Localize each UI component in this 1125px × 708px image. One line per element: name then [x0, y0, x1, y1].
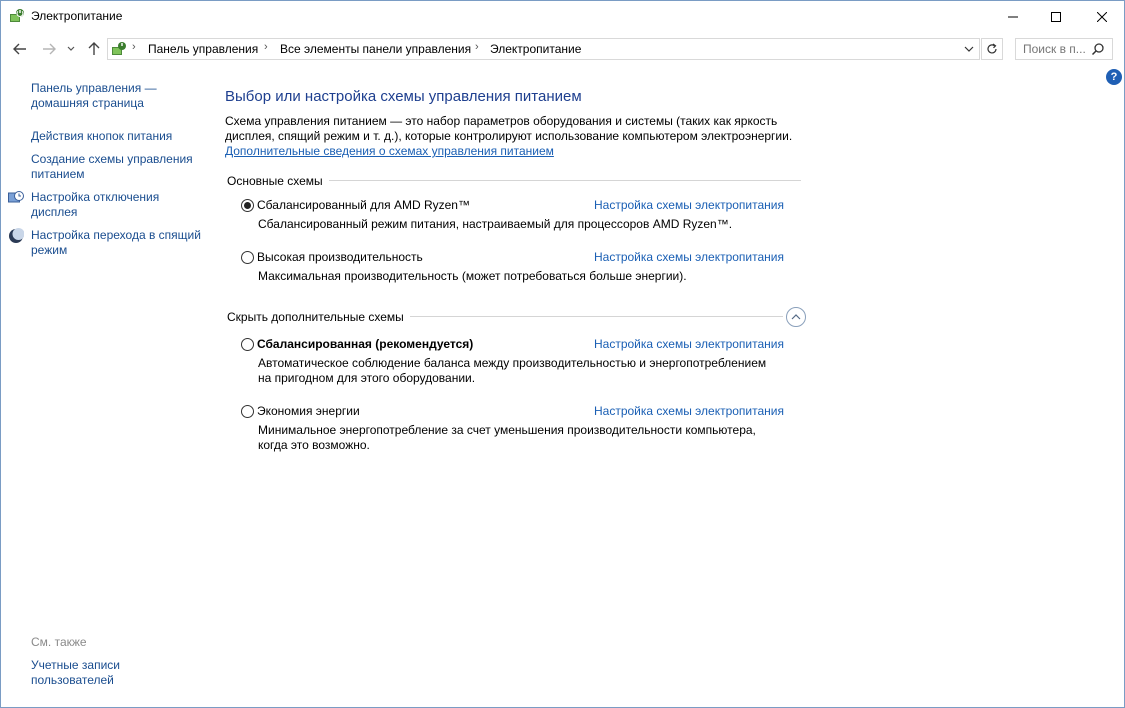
power-options-icon [9, 8, 25, 24]
recent-locations-button[interactable] [64, 39, 78, 59]
address-dropdown-button[interactable] [962, 42, 976, 56]
arrow-up-icon [88, 42, 100, 56]
maximize-icon [1051, 12, 1061, 22]
control-panel-icon [111, 41, 127, 57]
arrow-left-icon [13, 43, 27, 55]
plan-name[interactable]: Высокая производительность [257, 250, 423, 264]
plan-description: Минимальное энергопотребление за счет уменьшения производительности компьютера, когда это возможно. [258, 423, 756, 452]
refresh-icon [986, 43, 998, 55]
plan-radio-balanced[interactable] [241, 338, 254, 351]
plan-radio-high-performance[interactable] [241, 251, 254, 264]
sidebar-link-home[interactable]: Панель управления — домашняя страница [31, 81, 157, 110]
arrow-right-icon [42, 43, 56, 55]
plan-radio-power-saver[interactable] [241, 405, 254, 418]
change-plan-settings-link[interactable]: Настройка схемы электропитания [594, 198, 784, 212]
plan-name[interactable]: Экономия энергии [257, 404, 360, 418]
chevron-down-icon [964, 46, 974, 52]
intro-text: Схема управления питанием — это набор параметров оборудования и системы (таких как яркость дисплея, спящий режим и т. д.), которые контролируют использование компьютером электроэнергии. [225, 114, 793, 143]
sidebar-link-power-buttons[interactable]: Действия кнопок питания [31, 129, 173, 143]
plan-description: Сбалансированный режим питания, настраиваемый для процессоров AMD Ryzen™. [258, 217, 733, 231]
collapse-button[interactable] [786, 307, 806, 327]
help-button[interactable] [1106, 69, 1122, 85]
clock-monitor-icon [8, 190, 24, 206]
close-button[interactable] [1079, 1, 1125, 32]
moon-icon [8, 228, 24, 244]
navigation-bar [1, 34, 1124, 64]
breadcrumb-chevron-icon[interactable]: › [132, 41, 136, 53]
plan-description: Максимальная производительность (может потребоваться больше энергии). [258, 269, 687, 283]
breadcrumb-control-panel[interactable]: Панель управления [148, 42, 259, 56]
refresh-button[interactable] [981, 38, 1003, 60]
close-icon [1097, 12, 1107, 22]
change-plan-settings-link[interactable]: Настройка схемы электропитания [594, 250, 784, 264]
address-bar[interactable] [107, 38, 980, 60]
sidebar-link-sleep[interactable]: Настройка перехода в спящий режим [31, 228, 201, 257]
forward-button[interactable] [39, 39, 59, 59]
sidebar-link-create-plan[interactable]: Создание схемы управления питанием [31, 152, 193, 181]
breadcrumb-chevron-icon[interactable]: › [475, 41, 479, 53]
sidebar [1, 64, 206, 707]
plan-description: Автоматическое соблюдение баланса между производительностью и энергопотреблением на пригодном для этого оборудовании. [258, 356, 767, 385]
back-button[interactable] [10, 39, 30, 59]
title-bar [1, 1, 1124, 32]
change-plan-settings-link[interactable]: Настройка схемы электропитания [594, 337, 784, 351]
search-icon[interactable] [1091, 42, 1105, 56]
change-plan-settings-link[interactable]: Настройка схемы электропитания [594, 404, 784, 418]
plan-name[interactable]: Сбалансированная (рекомендуется) [257, 337, 474, 351]
see-also-title: См. также [31, 635, 87, 649]
group-title-additional[interactable]: Скрыть дополнительные схемы [227, 310, 410, 324]
sidebar-link-display-off[interactable]: Настройка отключения дисплея [31, 190, 160, 219]
minimize-button[interactable] [990, 1, 1036, 32]
minimize-icon [1008, 12, 1018, 22]
window-title: Электропитание [31, 9, 123, 23]
group-title-preferred: Основные схемы [227, 174, 329, 188]
learn-more-link[interactable]: Дополнительные сведения о схемах управления питанием [225, 144, 554, 158]
plan-radio-amd-balanced[interactable] [241, 199, 254, 212]
plan-name[interactable]: Сбалансированный для AMD Ryzen™ [257, 198, 470, 212]
up-button[interactable] [84, 39, 104, 59]
help-icon: ? [1110, 71, 1118, 83]
sidebar-link-user-accounts[interactable]: Учетные записи пользователей [31, 658, 120, 687]
chevron-down-icon [67, 46, 75, 52]
page-title: Выбор или настройка схемы управления питанием [225, 88, 582, 105]
breadcrumb-chevron-icon[interactable]: › [264, 41, 268, 53]
breadcrumb-all-items[interactable]: Все элементы панели управления [280, 42, 472, 56]
chevron-up-icon [791, 314, 801, 320]
maximize-button[interactable] [1033, 1, 1079, 32]
breadcrumb-power-options[interactable]: Электропитание [490, 42, 582, 56]
